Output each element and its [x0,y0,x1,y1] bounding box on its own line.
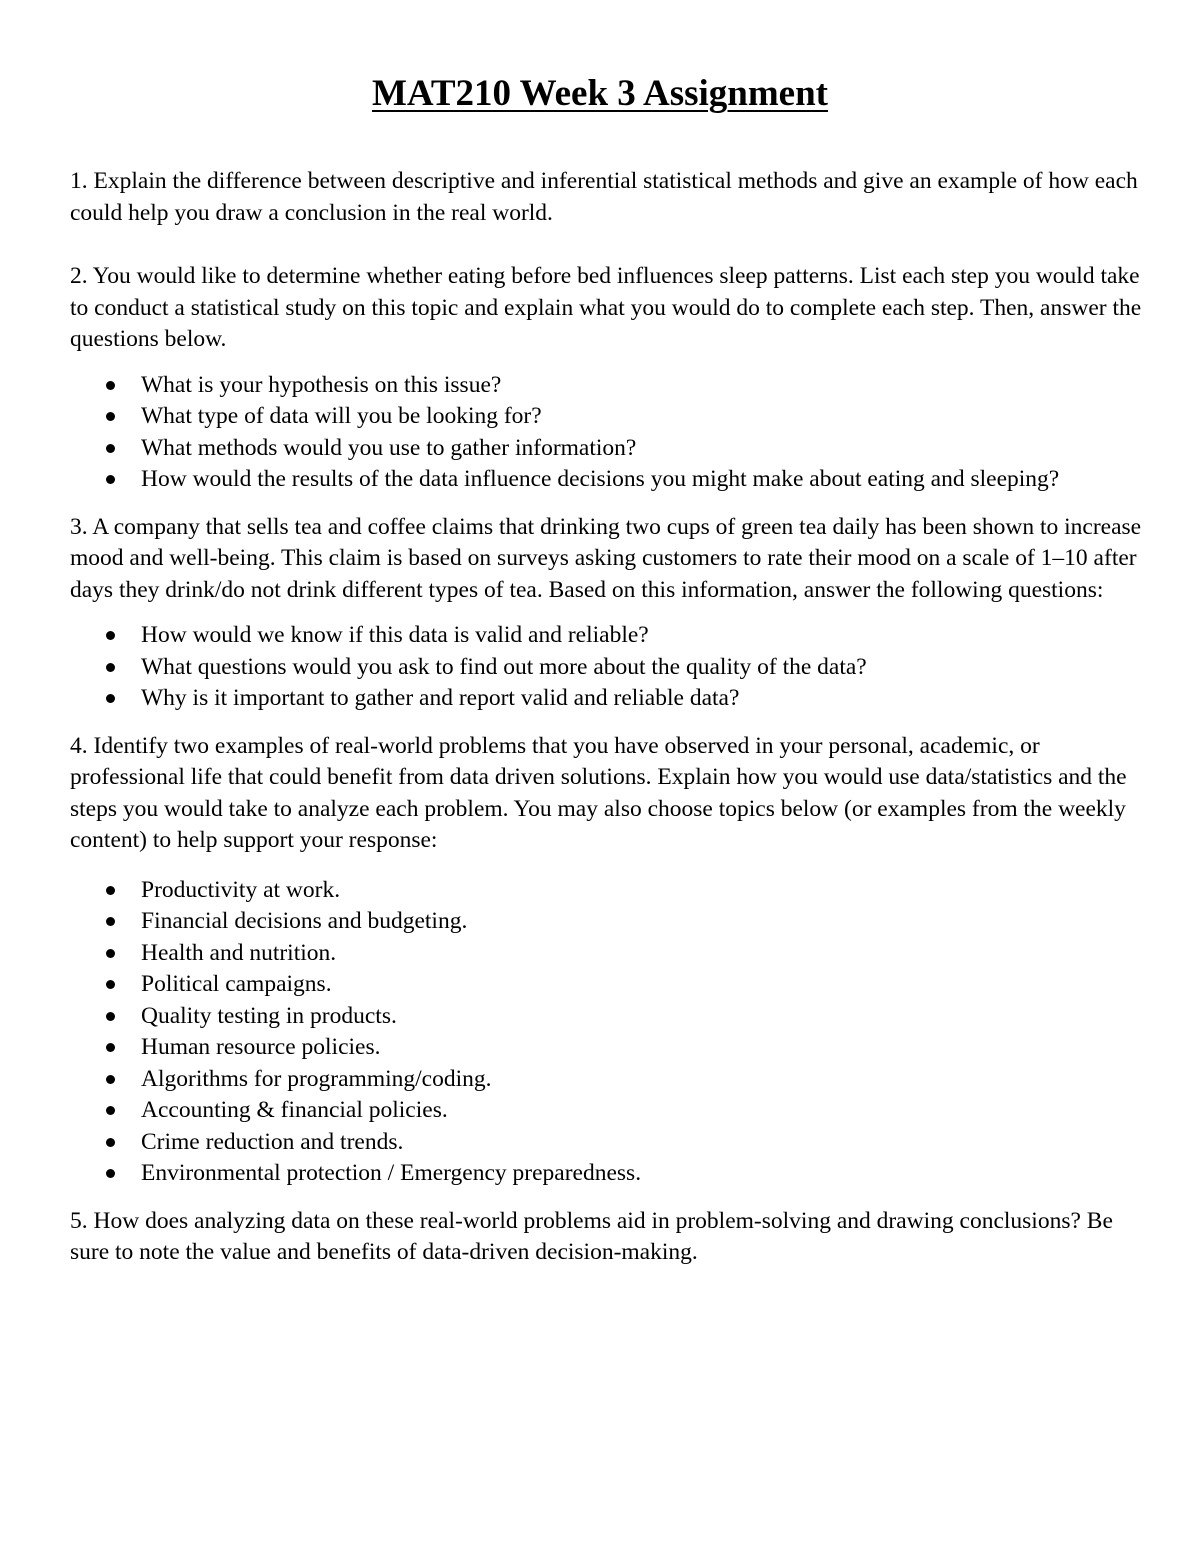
document-title: MAT210 Week 3 Assignment [371,73,828,114]
question-1: 1. Explain the difference between descriptive and inferential statistical methods and give an example of how each could help you draw a conclusion in the real world. [70,168,1138,226]
list-item: How would we know if this data is valid and reliable? [70,620,1145,652]
list-item: Financial decisions and budgeting. [70,906,1145,938]
list-item: Environmental protection / Emergency preparedness. [70,1158,1145,1190]
list-item: Accounting & financial policies. [70,1095,1145,1127]
list-item: Political campaigns. [70,969,1145,1001]
list-item: How would the results of the data influence decisions you might make about eating and sleeping? [70,464,1145,496]
question-3-bullet-list [70,620,1145,715]
list-item: What methods would you use to gather information? [70,433,1145,465]
list-item: Crime reduction and trends. [70,1127,1145,1159]
question-4-bullet-list [70,875,1145,1190]
list-item: Human resource policies. [70,1032,1145,1064]
document-body [70,166,1145,1269]
list-item: What is your hypothesis on this issue? [70,370,1145,402]
list-item: Why is it important to gather and report valid and reliable data? [70,683,1145,715]
list-item: Productivity at work. [70,875,1145,907]
question-2: 2. You would like to determine whether eating before bed influences sleep patterns. List each step you would take to conduct a statistical study on this topic and explain what you would do to complete each step. Then, answer the questions below. [70,263,1142,352]
list-item: Algorithms for programming/coding. [70,1064,1145,1096]
list-item: Quality testing in products. [70,1001,1145,1033]
list-item: Health and nutrition. [70,938,1145,970]
list-item: What type of data will you be looking for? [70,401,1145,433]
list-item: What questions would you ask to find out more about the quality of the data? [70,652,1145,684]
question-3: 3. A company that sells tea and coffee claims that drinking two cups of green tea daily has been shown to increase mood and well-being. This claim is based on surveys asking customers to rate their mood on a scale of 1–10 after days they drink/do not drink different types of tea. Based on this information, answer the following questions: [70,513,1142,603]
question-2-bullet-list [70,370,1145,496]
question-4: 4. Identify two examples of real-world problems that you have observed in your personal, academic, or professional life that could benefit from data driven solutions. Explain how you would use data/statistics and the steps you would take to analyze each problem. You may also choose topics below (or examples from the weekly content) to help support your response: [70,732,1127,853]
question-5: 5. How does analyzing data on these real-world problems aid in problem-solving and drawing conclusions? Be sure to note the value and benefits of data-driven decision-making. [70,1207,1113,1265]
